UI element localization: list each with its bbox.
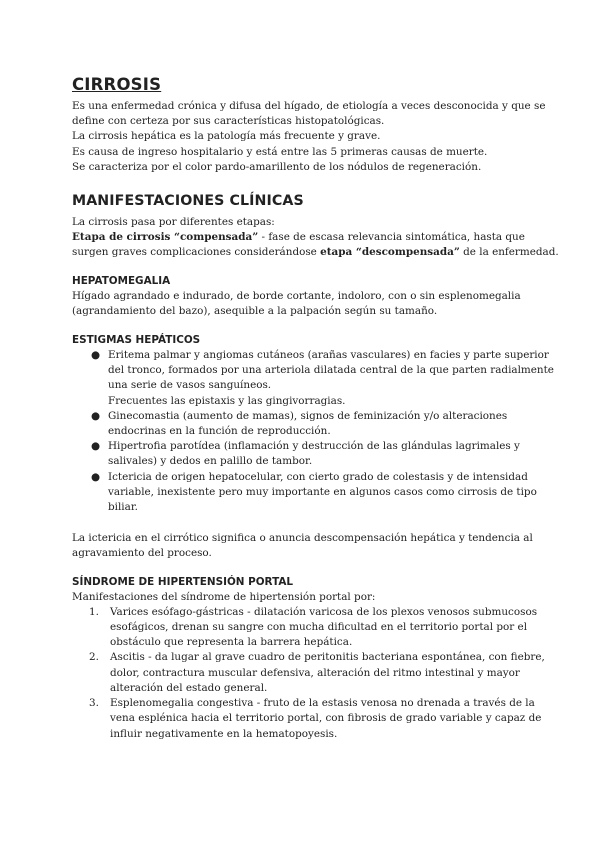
- list-item: [91, 348, 562, 409]
- etapa-text-1: - fase de escasa relevancia sintomática, hasta que surgen graves complicaciones considerándose: [72, 231, 525, 259]
- list-item: [89, 696, 562, 742]
- portal-intro: Manifestaciones del síndrome de hipertensión portal por:: [72, 590, 376, 603]
- estigmas-list: [72, 348, 562, 515]
- list-item-text: Hipertrofia parotídea (inflamación y destrucción de las glándulas lagrimales y salivales) y dedos en palillo de tambor.: [108, 440, 520, 468]
- etapa-descompensada: etapa “descompensada”: [320, 246, 460, 259]
- list-item-text: Esplenomegalia congestiva - fruto de la estasis venosa no drenada a través de la vena esplénica hacia el territorio portal, con fibrosis de grado variable y capaz de influir negativamente en la hematopoyesis.: [110, 697, 542, 740]
- list-item-text: Ictericia de origen hepatocelular, con cierto grado de colestasis y de intensidad variable, inexistente pero muy importante en algunos casos como cirrosis de tipo biliar.: [108, 470, 537, 514]
- list-item: [91, 470, 562, 516]
- portal-heading: SÍNDROME DE HIPERTENSIÓN PORTAL: [72, 575, 294, 588]
- intro-paragraph-3: Es causa de ingreso hospitalario y está entre las 5 primeras causas de muerte.: [72, 145, 488, 158]
- list-item-text: Varices esófago-gástricas - dilatación varicosa de los plexos venosos submucosos esofágicos, drenan su sangre con mucha dificultad en el territorio portal por el obstáculo que representa la barrera hepática.: [110, 605, 538, 649]
- list-item: [89, 605, 562, 651]
- intro-paragraph-2: La cirrosis hepática es la patología más frecuente y grave.: [72, 130, 381, 143]
- bullet-icon: ●: [91, 349, 101, 362]
- bullet-icon: ●: [91, 409, 101, 422]
- list-number: 2.: [89, 651, 99, 664]
- list-item-extra: Frecuentes las epistaxis y las gingivorragias.: [108, 394, 346, 407]
- intro-paragraph-1: Es una enfermedad crónica y difusa del hígado, de etiología a veces desconocida y que se define con certeza por sus características histopatológicas.: [72, 100, 546, 128]
- list-number: 1.: [89, 605, 99, 618]
- bullet-icon: ●: [91, 440, 101, 453]
- list-item-text: Ascitis - da lugar al grave cuadro de peritonitis bacteriana espontánea, con fiebre, dolor, contractura muscular defensiva, alteración del ritmo intestinal y mayor alteración del estado general.: [110, 651, 545, 694]
- bullet-icon: ●: [91, 470, 101, 483]
- portal-list: [72, 605, 562, 742]
- estigmas-heading: ESTIGMAS HEPÁTICOS: [72, 334, 201, 347]
- list-number: 3.: [89, 697, 99, 710]
- list-item-text: Ginecomastia (aumento de mamas), signos de feminización y/o alteraciones endocrinas en la función de reproducción.: [108, 409, 508, 438]
- hepatomegalia-heading: HEPATOMEGALIA: [72, 274, 171, 287]
- ictericia-note: La ictericia en el cirrótico significa o anuncia descompensación hepática y tendencia al agravamiento del proceso.: [72, 532, 533, 560]
- intro-paragraph-4: Se caracteriza por el color pardo-amarillento de los nódulos de regeneración.: [72, 160, 482, 173]
- etapas-intro: La cirrosis pasa por diferentes etapas:: [72, 216, 275, 229]
- etapas-paragraph: [72, 230, 562, 260]
- manifestaciones-heading: MANIFESTACIONES CLÍNICAS: [72, 193, 304, 210]
- list-item: [89, 650, 562, 696]
- etapa-text-2: de la enfermedad.: [459, 246, 559, 259]
- list-item-text: Eritema palmar y angiomas cutáneos (arañas vasculares) en facies y parte superior del tronco, formados por una arteriola dilatada central de la que parten radialmente una serie de vasos sanguíneos.: [108, 349, 554, 392]
- hepatomegalia-text: Hígado agrandado e indurado, de borde cortante, indoloro, con o sin esplenomegalia (agrandamiento del bazo), asequible a la palpación según su tamaño.: [72, 289, 521, 317]
- document-page: [72, 74, 562, 742]
- list-item: [91, 409, 562, 439]
- list-item: [91, 439, 562, 469]
- etapa-compensada: Etapa de cirrosis “compensada”: [72, 231, 259, 244]
- page-title: CIRROSIS: [72, 75, 162, 94]
